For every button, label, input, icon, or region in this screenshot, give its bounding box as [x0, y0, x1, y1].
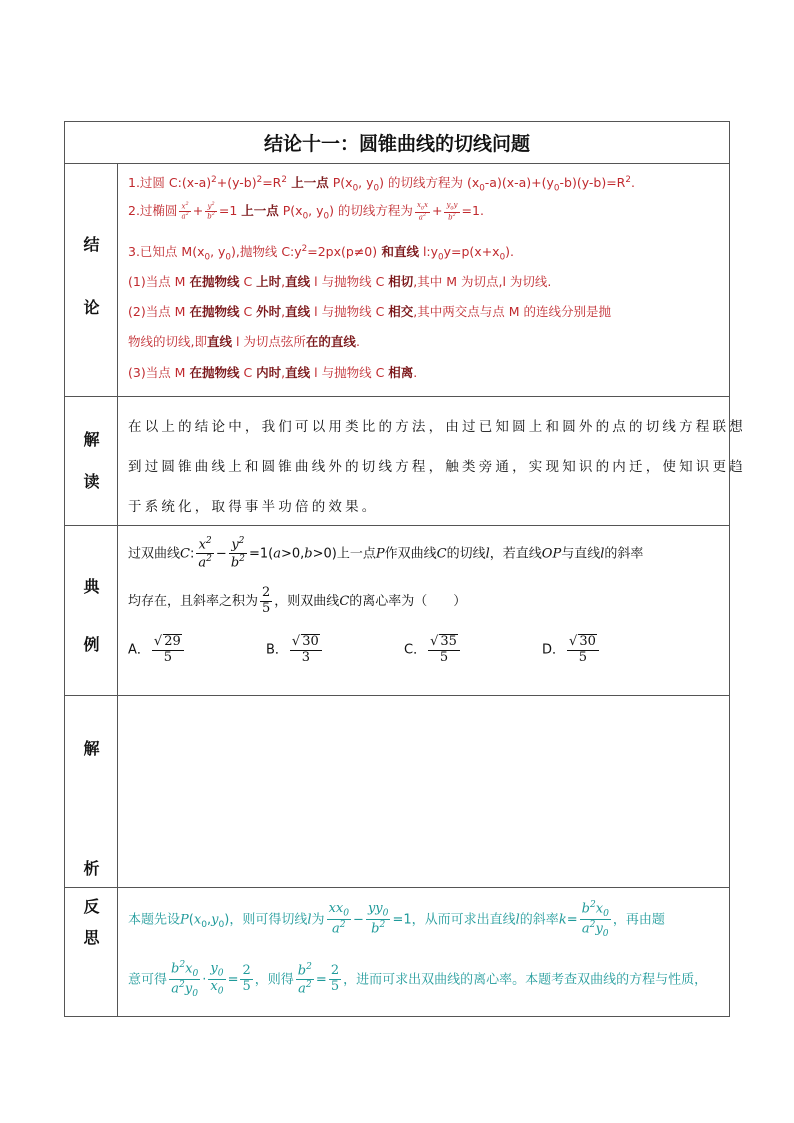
option-b[interactable]: B． $\frac{√ 30}{3}$ — [266, 634, 324, 666]
reflect-row — [65, 888, 729, 1016]
conclusion-line-3: 3.已知点 $M(x_0$, $y_0$),抛物线 $C:y^2=2px(p\ne 0)$ 和直线 $l:y_0y=p(x+x_0)$. — [128, 243, 515, 263]
label-char: 反 — [83, 897, 100, 916]
reflect-content — [118, 888, 729, 1016]
label-char: 思 — [83, 928, 100, 947]
conclusion-line-5: (2)当点 M 在抛物线 C 外时,直线 l 与抛物线 C 相交,其中两交点与点 M 的连线分别是抛 — [128, 304, 612, 319]
reflect-line-2: 意可得 $\frac{b^2x_0}{a^2y_0}$ · $\frac{y_0}{x_0}$ = $\frac{2}{5}$ ，则得 $\frac{b^2}{a^2}$ = $\frac{2}{5}$ ，进而可求出双曲线的离心率。本题考查双曲线的方程与性质， — [128, 960, 708, 1000]
label-char: 例 — [83, 635, 100, 654]
conclusion-row — [65, 164, 729, 397]
example-line-2: 均存在，且斜率之积为 $\frac{2}{5}$ ，则双曲线C的离心率为（ ） — [128, 585, 467, 616]
conclusion-line-1: 1.过圆 $C:(x-a)^2+(y-b)^2=R^2$ 上一点 $P(x_0$, $y_0$) 的切线方程为 $(x_0-a)(x-a)+(y_0-b)(y-b)=R^2$. — [128, 174, 635, 194]
example-row — [65, 526, 729, 696]
conclusion-line-6: 物线的切线,即直线 l 为切点弦所在的直线. — [128, 334, 360, 349]
label-char: 解 — [83, 739, 100, 758]
example-line-1: 过双曲线C: $\frac{x^2}{a^2}$ − $\frac{y^2}{b^2}$ =1(a>0,b>0)上一点P作双曲线C的切线l，若直线OP与直线l的斜率 — [128, 536, 644, 571]
conclusion-content — [118, 164, 729, 396]
conclusion-line-4: (1)当点 M 在抛物线 C 上时,直线 l 与抛物线 C 相切,其中 M 为切点,l 为切线. — [128, 274, 552, 289]
label-char: 典 — [83, 577, 100, 596]
conclusion-table — [64, 121, 746, 1017]
option-c[interactable]: C． $\frac{√ 35}{5}$ — [404, 634, 462, 666]
reflect-line-1: 本题先设$P(x_0,y_0)$，则可得切线l为 $\frac{xx_0}{a^2}$ − $\frac{yy_0}{b^2}$ =1，从而可求出直线l的斜率k= $\frac{b^2x_0}{a^2y_0}$ ，再由题 — [128, 900, 665, 940]
example-label — [65, 526, 118, 695]
option-d[interactable]: D． $\frac{√ 30}{5}$ — [542, 634, 601, 666]
label-char: 析 — [83, 859, 100, 878]
reflect-label — [65, 888, 118, 1016]
interpret-content — [118, 397, 746, 525]
label-char: 结 — [83, 235, 100, 254]
interpret-label — [65, 397, 118, 525]
analysis-content[interactable] — [118, 696, 729, 887]
conclusion-line-7: (3)当点 M 在抛物线 C 内时,直线 l 与抛物线 C 相离. — [128, 365, 418, 380]
analysis-label — [65, 696, 118, 887]
conclusion-line-2: 2.过椭圆 $\frac{x^2}{a^2}$ + $\frac{y^2}{b^2}$ =1 上一点 $P(x_0$, $y_0$) 的切线方程为 $\frac{x_0x}{a^2}$ + $\frac{y_0y}{b^2}$ =1. — [128, 201, 484, 222]
label-char: 论 — [83, 298, 100, 317]
label-char: 读 — [83, 472, 100, 491]
interpret-line: 到过圆锥曲线上和圆锥曲线外的切线方程，触类旁通，实现知识的内迁，使知识更趋 — [128, 459, 746, 475]
option-a[interactable]: A． $\frac{√ 29}{5}$ — [128, 634, 186, 666]
interpret-line: 在以上的结论中，我们可以用类比的方法，由过已知圆上和圆外的点的切线方程联想 — [128, 419, 746, 435]
analysis-row — [65, 696, 729, 888]
conclusion-label — [65, 164, 118, 396]
label-char: 解 — [83, 430, 100, 449]
page-title: 结论十一：圆锥曲线的切线问题 — [65, 122, 729, 164]
interpret-row — [65, 397, 746, 526]
answer-options — [128, 634, 688, 674]
example-content — [118, 526, 729, 695]
interpret-line: 于系统化，取得事半功倍的效果。 — [128, 499, 379, 515]
